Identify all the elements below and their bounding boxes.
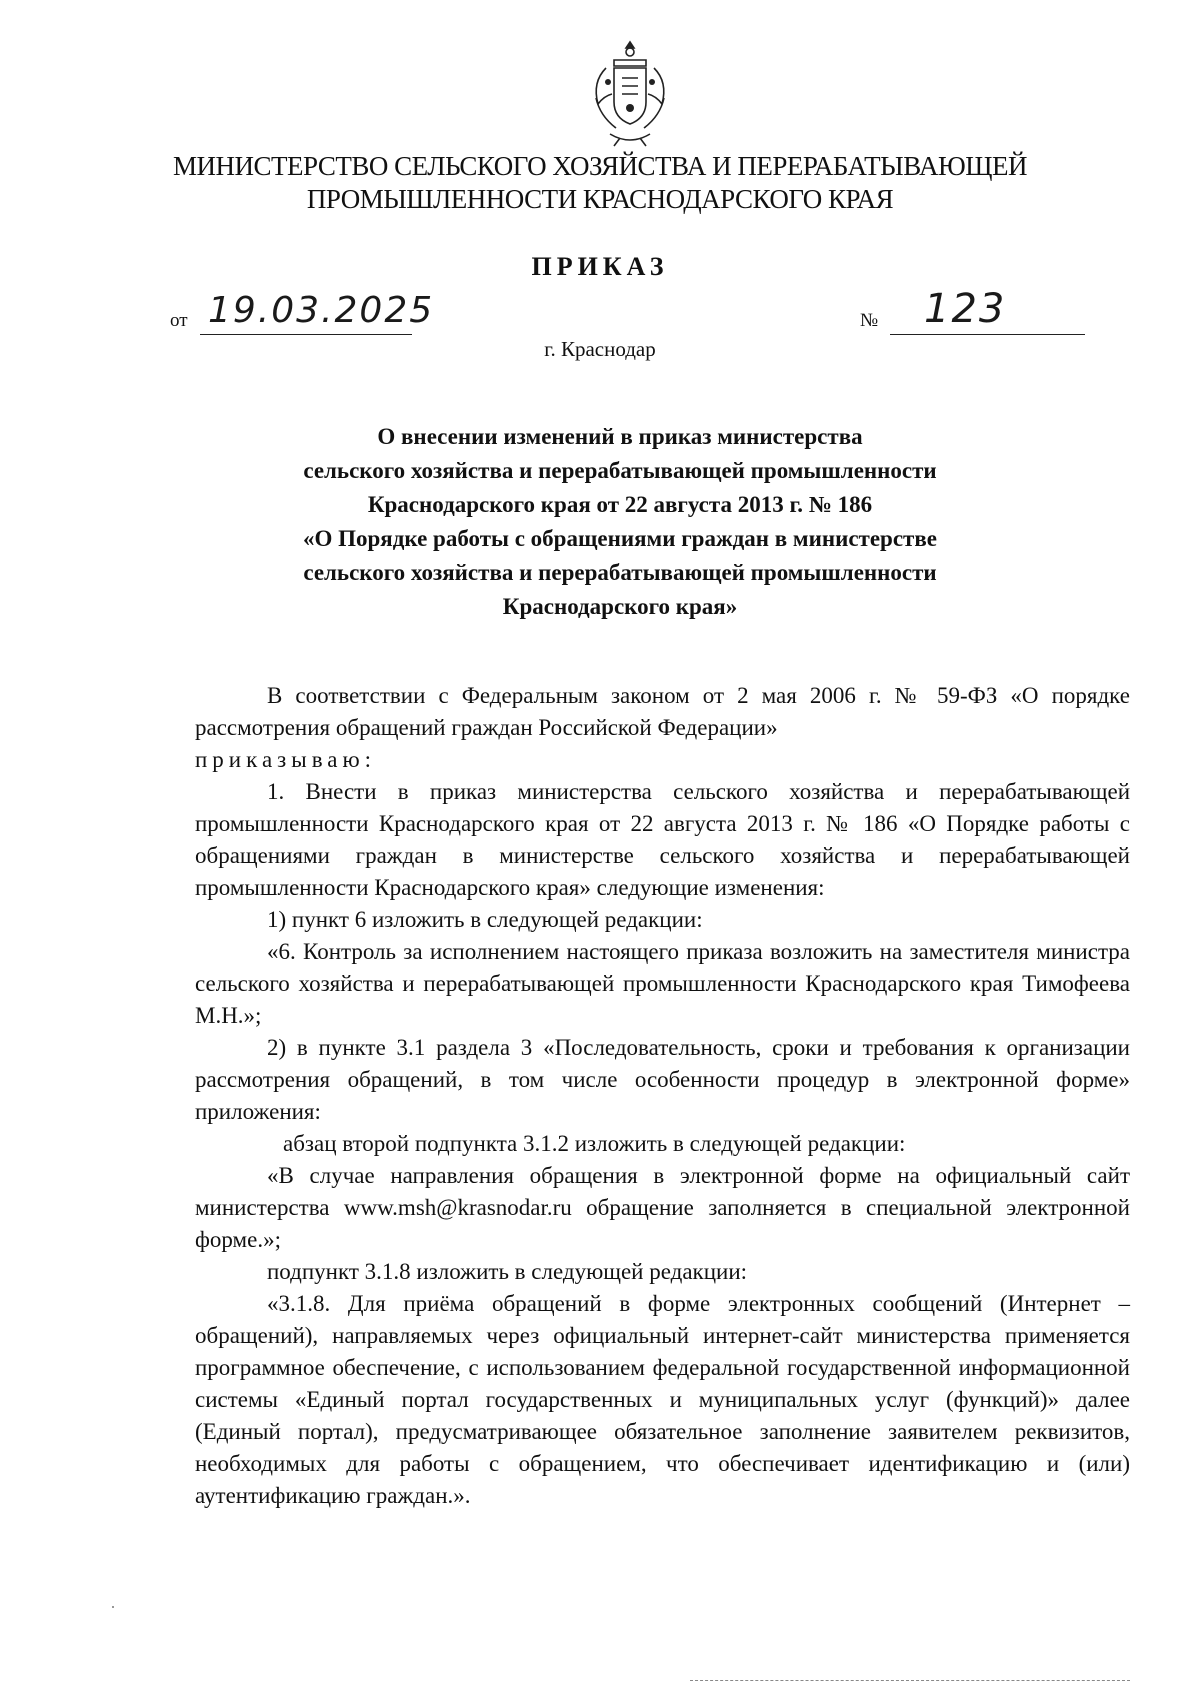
order-date	[170, 290, 435, 340]
title-line: сельского хозяйства и перерабатывающей промышленности	[303, 560, 937, 585]
order-title	[200, 420, 1040, 624]
title-line: «О Порядке работы с обращениями граждан в министерстве	[302, 526, 937, 551]
number-value: 123	[924, 286, 1007, 332]
paragraph: «6. Контроль за исполнением настоящего приказа возложить на заместителя министра сельского хозяйства и перерабатывающей промышленности Краснодарского края Тимофеева М.Н.»;	[195, 939, 1130, 1028]
ministry-line-1: МИНИСТЕРСТВО СЕЛЬСКОГО ХОЗЯЙСТВА И ПЕРЕРАБАТЫВАЮЩЕЙ	[172, 151, 1028, 181]
title-line: О внесении изменений в приказ министерства	[377, 424, 863, 449]
ministry-line-2: ПРОМЫШЛЕННОСТИ КРАСНОДАРСКОГО КРАЯ	[306, 184, 894, 214]
scan-speck	[110, 1604, 120, 1614]
paragraph: 1) пункт 6 изложить в следующей редакции:	[267, 907, 703, 932]
paragraph: абзац второй подпункта 3.1.2 изложить в следующей редакции:	[283, 1131, 906, 1156]
order-word-paragraph	[195, 744, 1130, 776]
number-underline	[890, 334, 1085, 335]
title-line: сельского хозяйства и перерабатывающей промышленности	[303, 458, 937, 483]
paragraph: 2) в пункте 3.1 раздела 3 «Последовательность, сроки и требования к организации рассмотрения обращений, в том числе особенности процедур в электронной форме» приложения:	[195, 1035, 1130, 1124]
city: г. Краснодар	[544, 337, 656, 361]
order-word: приказываю:	[195, 747, 377, 772]
paragraph: 1. Внести в приказ министерства сельского хозяйства и перерабатывающей промышленности Краснодарского края от 22 августа 2013 г. № 186 «О Порядке работы с обращениями граждан в министерстве сельского хозяйства и перерабатывающей промышленности Краснодарского края» следующие изменения:	[195, 779, 1130, 900]
footer-rule	[690, 1680, 1130, 1681]
intro-text: В соответствии с Федеральным законом от 2 мая 2006 г. № 59-ФЗ «О порядке рассмотрения обращений граждан Российской Федерации»	[195, 683, 1130, 740]
order-body	[195, 680, 1130, 1512]
paragraph: подпункт 3.1.8 изложить в следующей редакции:	[267, 1259, 748, 1284]
date-label: от	[170, 310, 188, 331]
paragraph: «3.1.8. Для приёма обращений в форме электронных сообщений (Интернет – обращений), направляемых через официальный интернет-сайт министерства применяется программное обеспечение, с использованием федеральной государственной информационной системы «Единый портал государственных и муниципальных услуг (функций)» далее (Единый портал), предусматривающее обязательное заполнение заявителем реквизитов, необходимых для работы с обращением, что обеспечивает идентификацию и (или) аутентификацию граждан.».	[195, 1291, 1130, 1508]
title-line: Краснодарского края от 22 августа 2013 г. № 186	[367, 492, 873, 517]
number-label: №	[860, 310, 879, 331]
date-underline	[200, 334, 412, 335]
document-type: ПРИКАЗ	[531, 252, 669, 281]
date-value: 19.03.2025	[208, 290, 435, 331]
paragraph: «В случае направления обращения в электронной форме на официальный сайт министерства www.msh@krasnodar.ru обращение заполняется в специальной электронной форме.»;	[195, 1163, 1130, 1252]
order-number	[860, 286, 1090, 340]
coat-of-arms-icon	[584, 38, 676, 148]
ministry-name	[130, 150, 1070, 216]
title-line: Краснодарского края»	[502, 594, 738, 619]
intro-paragraph	[195, 680, 1130, 744]
